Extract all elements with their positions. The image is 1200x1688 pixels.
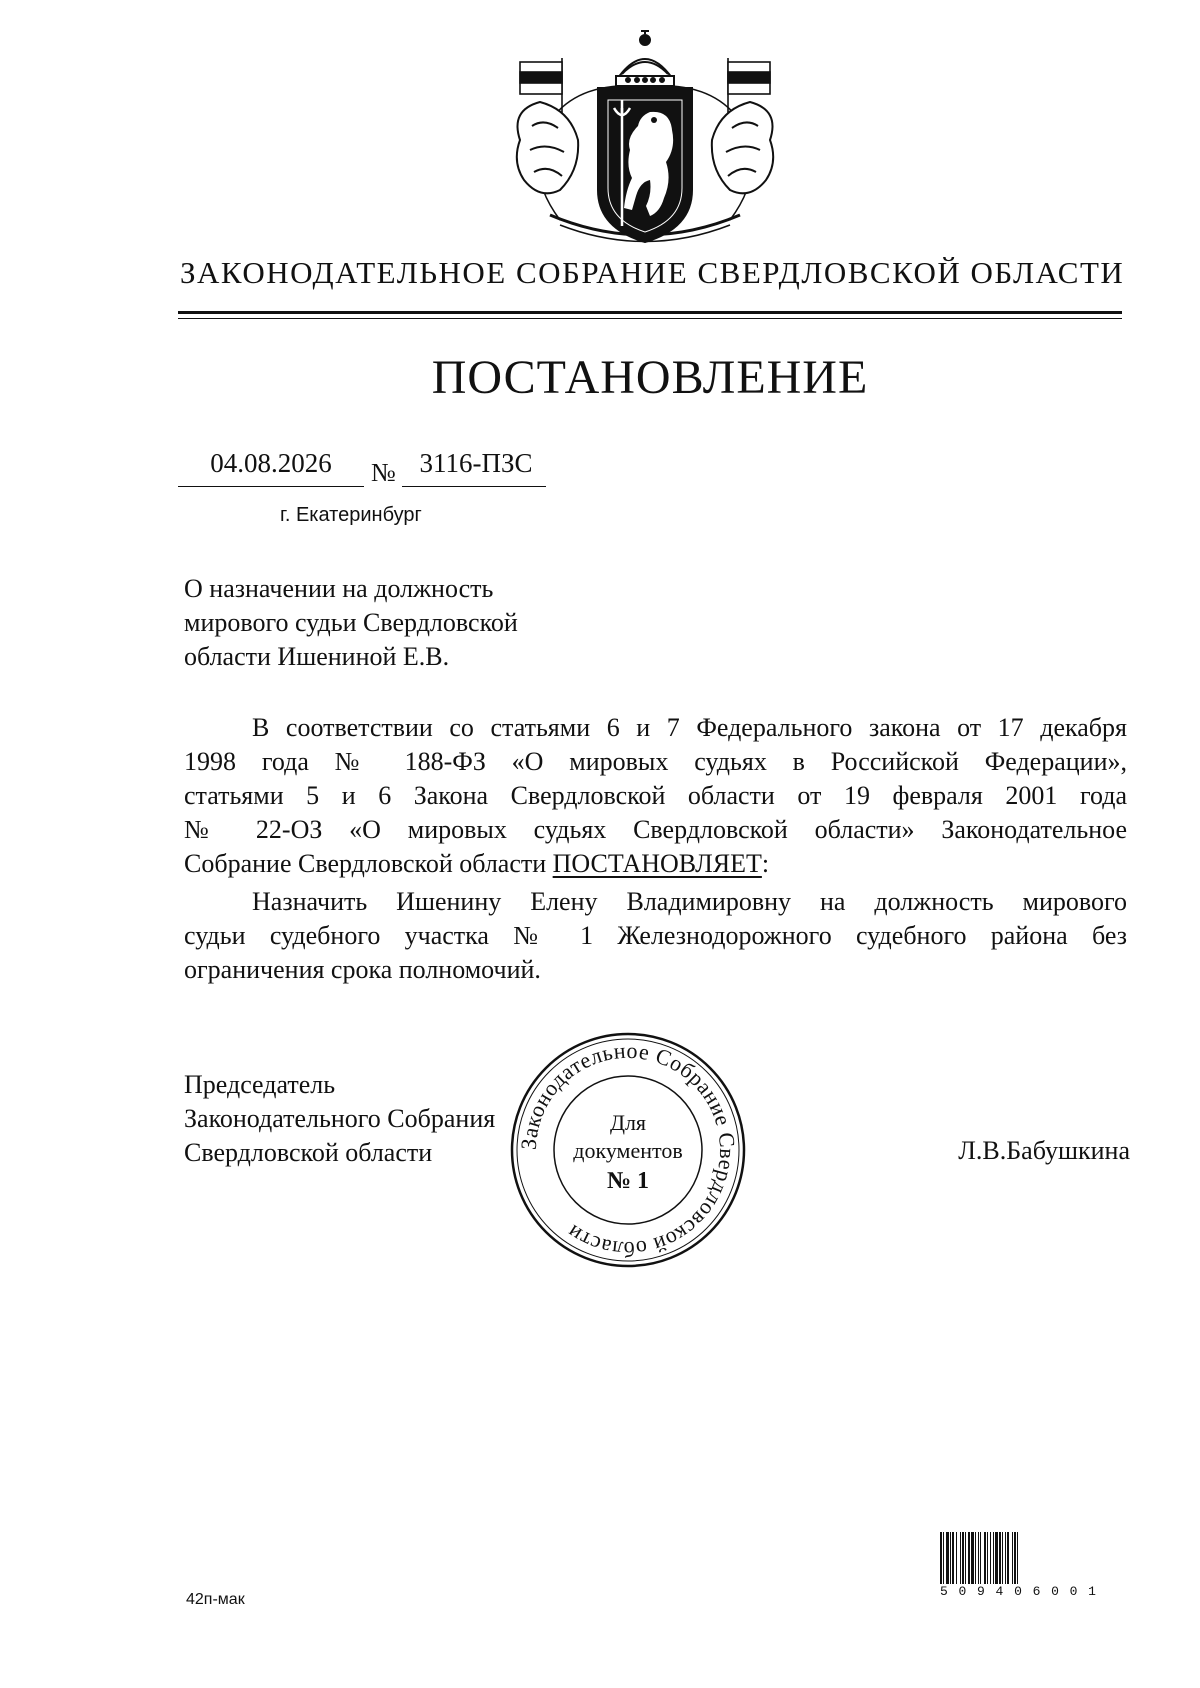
barcode-bar <box>950 1532 951 1584</box>
body-paragraph-legal-basis <box>184 711 1127 881</box>
barcode-digit: 5 <box>940 1584 948 1599</box>
body-paragraph-appointment <box>184 885 1127 987</box>
header-divider-thick <box>178 311 1122 314</box>
barcode-bar <box>1014 1532 1016 1584</box>
document-number: 3116-ПЗС <box>419 448 533 478</box>
document-subject <box>184 572 518 674</box>
barcode-bar <box>946 1532 949 1584</box>
number-sign: № <box>371 458 396 487</box>
barcode-bar <box>978 1532 979 1584</box>
number-underline <box>402 486 546 487</box>
resolves-prefix: Собрание Свердловской области <box>184 849 553 878</box>
barcode-bar <box>975 1532 976 1584</box>
barcode-bar <box>1012 1532 1013 1584</box>
paragraph-line: 1998 года № 188-ФЗ «О мировых судьях в Российской Федерации», <box>184 747 1127 776</box>
barcode-digit: 6 <box>1032 1584 1041 1599</box>
barcode-digit: 1 <box>1088 1584 1096 1599</box>
stamp-ring-textpath: Законодательное Собрание Свердловской области <box>515 1037 741 1263</box>
barcode-bar <box>1017 1532 1018 1584</box>
barcode-bar <box>971 1532 974 1584</box>
resolves-keyword: ПОСТАНОВЛЯЕТ <box>552 849 762 878</box>
barcode-bar <box>960 1532 961 1584</box>
barcode-bar <box>993 1532 994 1584</box>
signer-position-line: Свердловской области <box>184 1138 433 1167</box>
paragraph-line: № 22-ОЗ «О мировых судьях Свердловской области» Законодательное <box>184 815 1127 844</box>
barcode-bar <box>943 1532 944 1584</box>
paragraph-line: В соответствии со статьями 6 и 7 Федерального закона от 17 декабря <box>252 713 1127 742</box>
barcode-bar <box>956 1532 957 1584</box>
document-type-title: ПОСТАНОВЛЕНИЕ <box>431 351 869 404</box>
coat-of-arms-emblem <box>500 30 790 255</box>
barcode-bar <box>965 1532 966 1584</box>
stamp-center-line: документов <box>573 1138 683 1163</box>
official-round-stamp <box>508 1030 748 1270</box>
paragraph-line-resolves <box>184 847 1127 881</box>
barcode-bar <box>962 1532 964 1584</box>
signer-position <box>184 1068 495 1170</box>
document-date: 04.08.2026 <box>210 448 332 478</box>
barcode-bar <box>1005 1532 1006 1584</box>
paragraph-line: Назначить Ишенину Елену Владимировну на должность мирового <box>252 887 1127 916</box>
barcode-digit: 9 <box>977 1584 985 1599</box>
signer-position-line: Законодательного Собрания <box>184 1104 496 1133</box>
barcode-bar <box>990 1532 991 1584</box>
barcode-digit: 0 <box>1069 1584 1078 1599</box>
barcode-digit: 0 <box>1051 1584 1059 1599</box>
barcode-bar <box>952 1532 954 1584</box>
barcode-bar <box>984 1532 986 1584</box>
signer-name: Л.В.Бабушкина <box>958 1136 1130 1165</box>
barcode-digit: 0 <box>958 1584 967 1599</box>
resolves-suffix: : <box>761 849 770 878</box>
barcode-bar <box>995 1532 998 1584</box>
barcode-bar <box>968 1532 970 1584</box>
barcode-digits <box>940 1584 1096 1599</box>
subject-line: области Ишениной Е.В. <box>184 642 450 671</box>
organization-name: ЗАКОНОДАТЕЛЬНОЕ СОБРАНИЕ СВЕРДЛОВСКОЙ ОБЛАСТИ <box>180 255 1125 290</box>
stamp-center-line: № 1 <box>606 1168 650 1194</box>
paragraph-line: судьи судебного участка № 1 Железнодорожного судебного района без <box>184 921 1127 950</box>
subject-line: мирового судьи Свердловской <box>184 608 518 637</box>
document-city: г. Екатеринбург <box>280 504 422 526</box>
header-divider-thin <box>178 318 1122 319</box>
barcode-bar <box>1007 1532 1009 1584</box>
barcode-bar <box>987 1532 988 1584</box>
stamp-center-line: Для <box>609 1110 647 1135</box>
document-barcode <box>940 1532 1096 1584</box>
barcode-bar <box>940 1532 942 1584</box>
barcode-bar <box>1002 1532 1003 1584</box>
barcode-digit: 0 <box>1014 1584 1022 1599</box>
document-code: 42п-мак <box>186 1591 245 1608</box>
date-underline <box>178 486 364 487</box>
barcode-bar <box>999 1532 1001 1584</box>
barcode-digit: 4 <box>995 1584 1004 1599</box>
subject-line: О назначении на должность <box>184 574 494 603</box>
barcode-bar <box>980 1532 981 1584</box>
paragraph-line: статьями 5 и 6 Закона Свердловской области от 19 февраля 2001 года <box>184 781 1127 810</box>
signer-position-line: Председатель <box>184 1070 336 1099</box>
paragraph-line: ограничения срока полномочий. <box>184 955 541 984</box>
